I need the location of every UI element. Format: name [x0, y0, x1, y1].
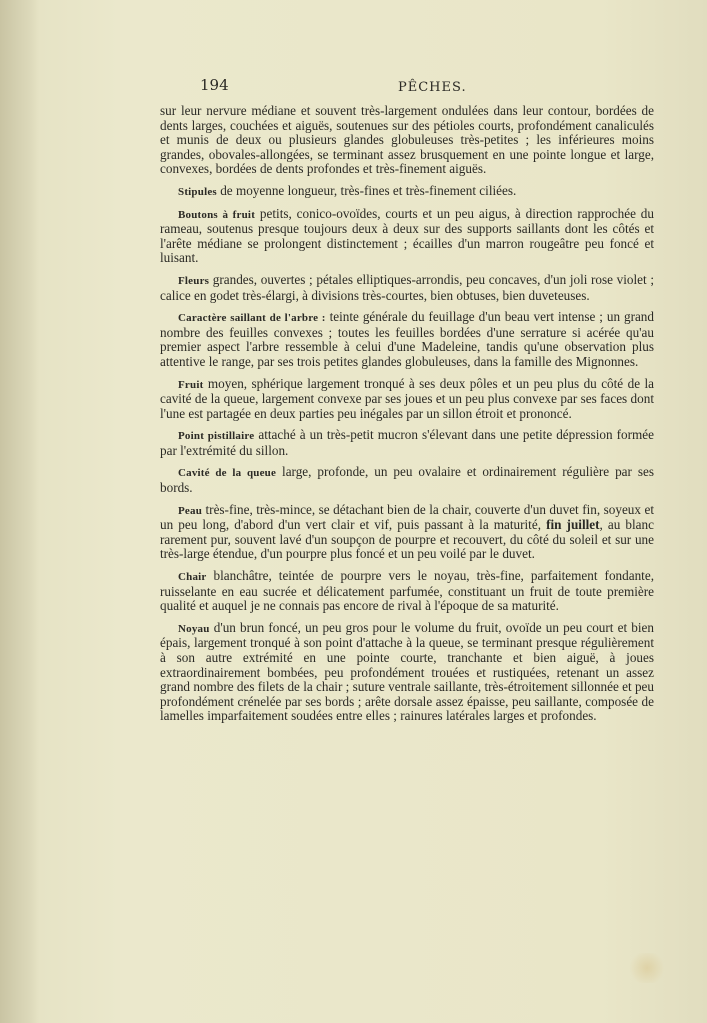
page-header: [200, 76, 470, 100]
paragraph-text: , au blanc rarement pur, souvent lavé d'un soupçon de pourpre et recouvert, du côté du soleil et sur une très-large étendue, d'un pourpre plus foncé et un peu voilé par le duvet.: [160, 517, 654, 562]
paragraph-text: large, profonde, un peu ovalaire et ordinairement régulière par ses bords.: [160, 464, 655, 496]
paragraph-text: très-fine, très-mince, se détachant bien de la chair, couverte d'un duvet fin, soyeux et un peu long, d'abord d'un vert clair et vif, puis passant à la maturité,: [160, 501, 654, 533]
paragraph-lead: Noyau: [178, 622, 210, 635]
paragraph-cavite: [160, 465, 654, 495]
paragraph-boutons: [160, 207, 654, 266]
paragraph-fleurs: [160, 273, 654, 303]
paragraph-lead: Chair: [178, 571, 207, 584]
body-text: [160, 104, 654, 731]
paper-stain: [627, 953, 667, 983]
paragraph-point-pistillaire: [160, 428, 654, 458]
paragraph-lead: Fleurs: [178, 274, 210, 287]
paragraph-lead: Fruit: [178, 378, 204, 391]
paragraph-text: teinte générale du feuillage d'un beau vert intense ; un grand nombre des feuilles convexes ; toutes les feuilles bordées d'une serrature si acérée qu'au premier aspect l'arbre ressemble à celui d'une Madeleine, tandis qu'une observation plus attentive le range, par ses trois petites glandes globuleuses, dans la famille des Mignonnes.: [160, 309, 654, 369]
paragraph-caractere: [160, 310, 654, 369]
paragraph-stipules: [160, 184, 654, 200]
paragraph-leaves-continued: [160, 104, 654, 177]
paragraph-lead: Peau: [178, 504, 203, 517]
paragraph-text: grandes, ouvertes ; pétales elliptiques-arrondis, peu concaves, d'un joli rose violet ; calice en godet très-élargi, à divisions très-courtes, bien obtuses, bien duveteuses.: [160, 271, 654, 303]
paragraph-lead: Caractère saillant de l'arbre :: [178, 312, 326, 325]
paragraph-lead: Cavité de la queue: [178, 467, 277, 480]
paragraph-text: d'un brun foncé, un peu gros pour le volume du fruit, ovoïde un peu court et bien épais, largement tronqué à son point d'attache à la queue, se terminant presque régulièrement à son autre extrémité en une pointe courte, tranchante et bien aiguë, à joues extraordinairement bombées, peu profondément trouées et rustiquées, retenant un assez grand nombre des filets de la chair ; suture ventrale saillante, très-étroitement sillonnée et peu profondément crénelée par ses bords ; arête dorsale assez épaisse, peu saillante, composée de lamelles imparfaitement soudées entre elles ; rainures latérales larges et profondes.: [160, 619, 654, 724]
paragraph-text: de moyenne longueur, très-fines et très-finement ciliées.: [216, 182, 517, 198]
paragraph-lead: Point pistillaire: [178, 430, 255, 443]
paragraph-chair: [160, 569, 654, 614]
running-title: PÊCHES.: [398, 80, 467, 95]
page-spine-shadow: [0, 0, 38, 1023]
paragraph-text: attaché à un très-petit mucron s'élevant dans une petite dépression formée par l'extrémité du sillon.: [160, 427, 654, 458]
paragraph-emphasis: fin juillet: [546, 517, 600, 533]
paragraph-text: moyen, sphérique largement tronqué à ses deux pôles et un peu plus du côté de la cavité de la queue, largement convexe par ses joues et un peu plus convexe par ses faces dont l'une est partagée en deux parties peu inégales par un sillon étroit et prononcé.: [160, 375, 654, 421]
paragraph-text: petits, conico-ovoïdes, courts et un peu aigus, à direction rapprochée du rameau, soutenus presque toujours deux à deux sur des supports saillants dont les côtés et l'arête médiane se prolongent distinctement ; écailles d'un marron rougeâtre peu foncé et luisant.: [160, 205, 654, 266]
paragraph-text: blanchâtre, teintée de pourpre vers le noyau, très-fine, parfaitement fondante, ruisselante en eau sucrée et délicatement parfumée, constituant un fruit de toute première qualité et auquel je ne connais pas encore de rival à l'époque de sa maturité.: [160, 568, 654, 614]
paragraph-fruit: [160, 377, 654, 422]
paragraph-text: sur leur nervure médiane et souvent très-largement ondulées dans leur contour, bordées de dents larges, couchées et aiguës, soutenues sur des pétioles courts, profondément canaliculés et munis de deux ou plusieurs glandes globuleuses très-petites ; les inférieures moins grandes, obovales-allongées, se terminant assez brusquement en une pointe longue et large, convexes, bordées de dents profondes et très-finement aiguës.: [160, 103, 654, 177]
paragraph-lead: Stipules: [178, 185, 217, 198]
paragraph-peau: [160, 503, 654, 562]
paragraph-noyau: [160, 621, 654, 724]
page-number: 194: [200, 76, 229, 94]
paragraph-lead: Boutons à fruit: [178, 208, 256, 221]
